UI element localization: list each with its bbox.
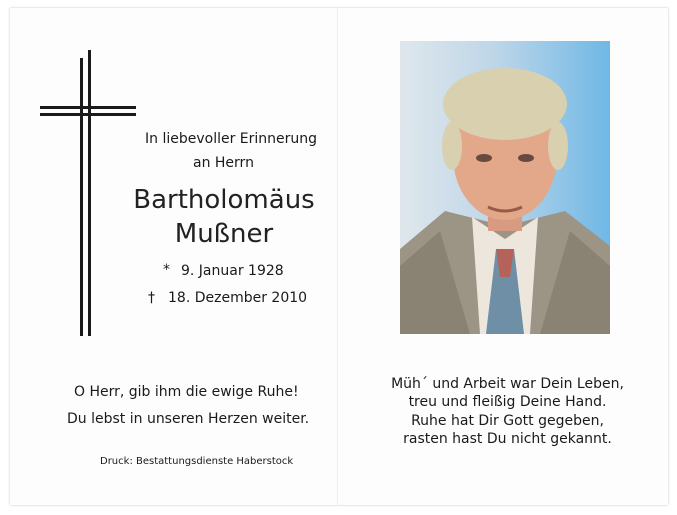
- poem-line: Ruhe hat Dir Gott gegeben,: [411, 413, 604, 429]
- death-symbol: †: [148, 290, 155, 306]
- prayer-line: Du lebst in unseren Herzen weiter.: [67, 411, 310, 427]
- poem-line: treu und fleißig Deine Hand.: [408, 394, 607, 410]
- first-name: Bartholomäus: [133, 185, 315, 215]
- prayer-line: O Herr, gib ihm die ewige Ruhe!: [74, 384, 299, 400]
- last-name: Mußner: [174, 219, 274, 249]
- intro-line: In liebevoller Erinnerung: [145, 131, 318, 147]
- printer-credit: Druck: Bestattungsdienste Haberstock: [100, 456, 294, 467]
- portrait-photo: [400, 41, 610, 334]
- intro-line-2: an Herrn: [193, 155, 254, 171]
- poem-line: Müh´ und Arbeit war Dein Leben,: [391, 376, 624, 392]
- card-fold: [337, 8, 338, 505]
- poem-line: rasten hast Du nicht gekannt.: [403, 431, 612, 447]
- death-date: 18. Dezember 2010: [168, 290, 308, 306]
- birth-symbol: *: [163, 262, 170, 278]
- birth-date: 9. Januar 1928: [181, 263, 284, 279]
